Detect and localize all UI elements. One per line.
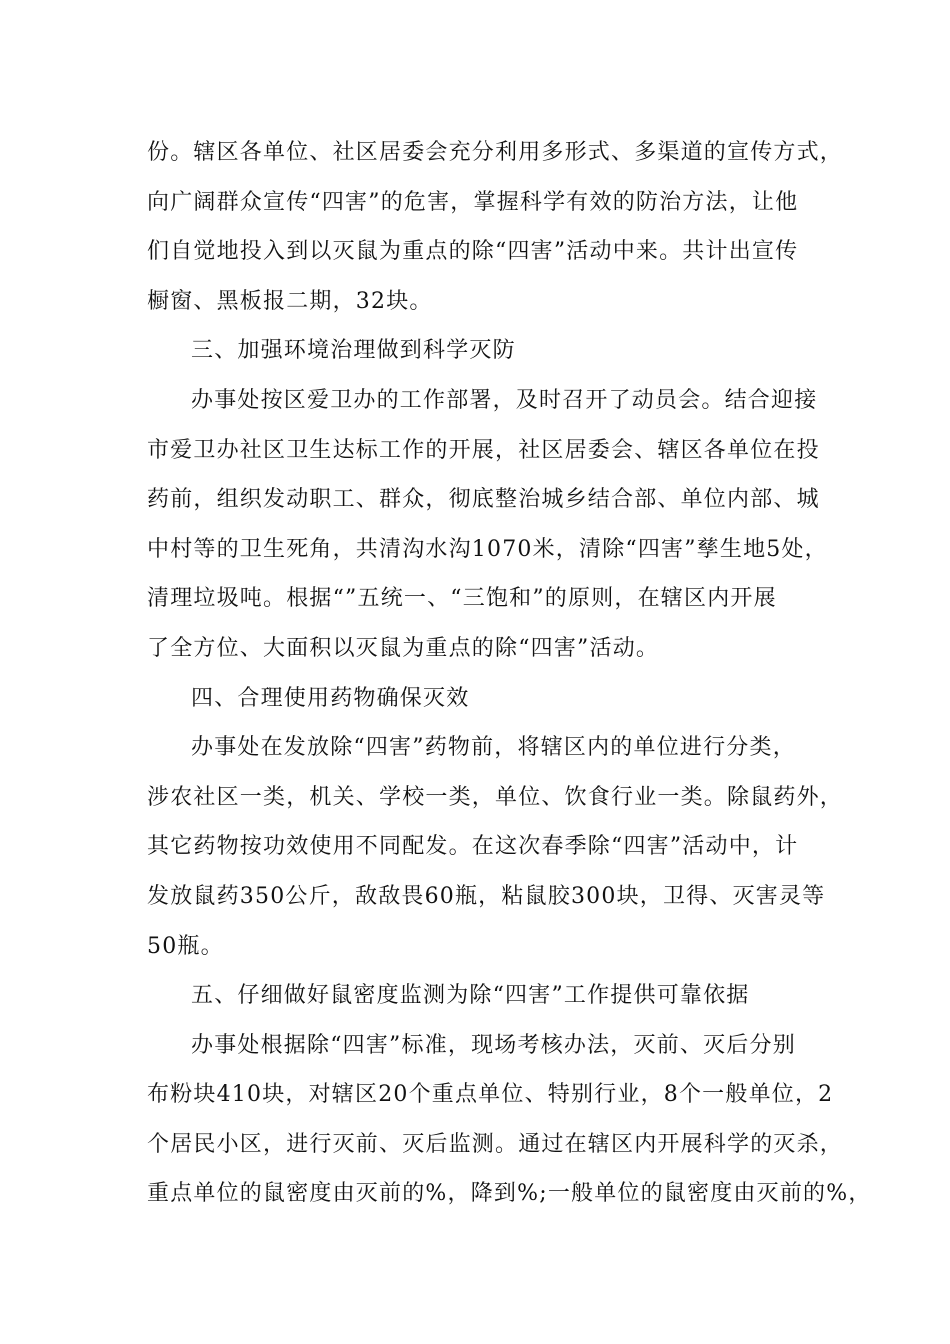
text-line: 们自觉地投入到以灭鼠为重点的除“四害”活动中来。共计出宣传 (147, 239, 799, 265)
text-line: 其它药物按功效使用不同配发。在这次春季除“四害”活动中，计 (147, 834, 799, 860)
text-line: 橱窗、黑板报二期，32块。 (147, 288, 433, 314)
text-line: 中村等的卫生死角，共清沟水沟1070米，清除“四害”孳生地5处， (147, 536, 828, 562)
text-line: 办事处在发放除“四害”药物前，将辖区内的单位进行分类， (191, 735, 796, 761)
text-line: 重点单位的鼠密度由灭前的%，降到%;一般单位的鼠密度由灭前的%， (147, 1181, 872, 1207)
text-line: 50瓶。 (147, 933, 224, 959)
text-line: 四、合理使用药物确保灭效 (191, 685, 470, 711)
text-line: 五、仔细做好鼠密度监测为除“四害”工作提供可靠依据 (191, 983, 750, 1009)
text-line: 清理垃圾吨。根据“”五统一、“三饱和”的原则，在辖区内开展 (147, 586, 777, 612)
text-line: 了全方位、大面积以灭鼠为重点的除“四害”活动。 (147, 635, 660, 661)
text-line: 发放鼠药350公斤，敌敌畏60瓶，粘鼠胶300块，卫得、灭害灵等 (147, 883, 826, 909)
text-line: 市爱卫办社区卫生达标工作的开展，社区居委会、辖区各单位在投 (147, 437, 820, 463)
text-line: 办事处按区爱卫办的工作部署，及时召开了动员会。结合迎接 (191, 387, 818, 413)
text-line: 向广阔群众宣传“四害”的危害，掌握科学有效的防治方法，让他 (147, 189, 799, 215)
text-line: 涉农社区一类，机关、学校一类，单位、饮食行业一类。除鼠药外， (147, 784, 844, 810)
text-line: 份。辖区各单位、社区居委会充分利用多形式、多渠道的宣传方式， (147, 140, 844, 165)
document-body (147, 128, 872, 1219)
text-line: 药前，组织发动职工、群众，彻底整治城乡结合部、单位内部、城 (147, 487, 820, 513)
text-line: 办事处根据除“四害”标准，现场考核办法，灭前、灭后分别 (191, 1032, 796, 1058)
text-line: 布粉块410块，对辖区20个重点单位、特别行业，8个一般单位，2 (147, 1082, 834, 1108)
text-line: 个居民小区，进行灭前、灭后监测。通过在辖区内开展科学的灭杀， (147, 1131, 844, 1157)
text-line: 三、加强环境治理做到科学灭防 (191, 338, 516, 364)
